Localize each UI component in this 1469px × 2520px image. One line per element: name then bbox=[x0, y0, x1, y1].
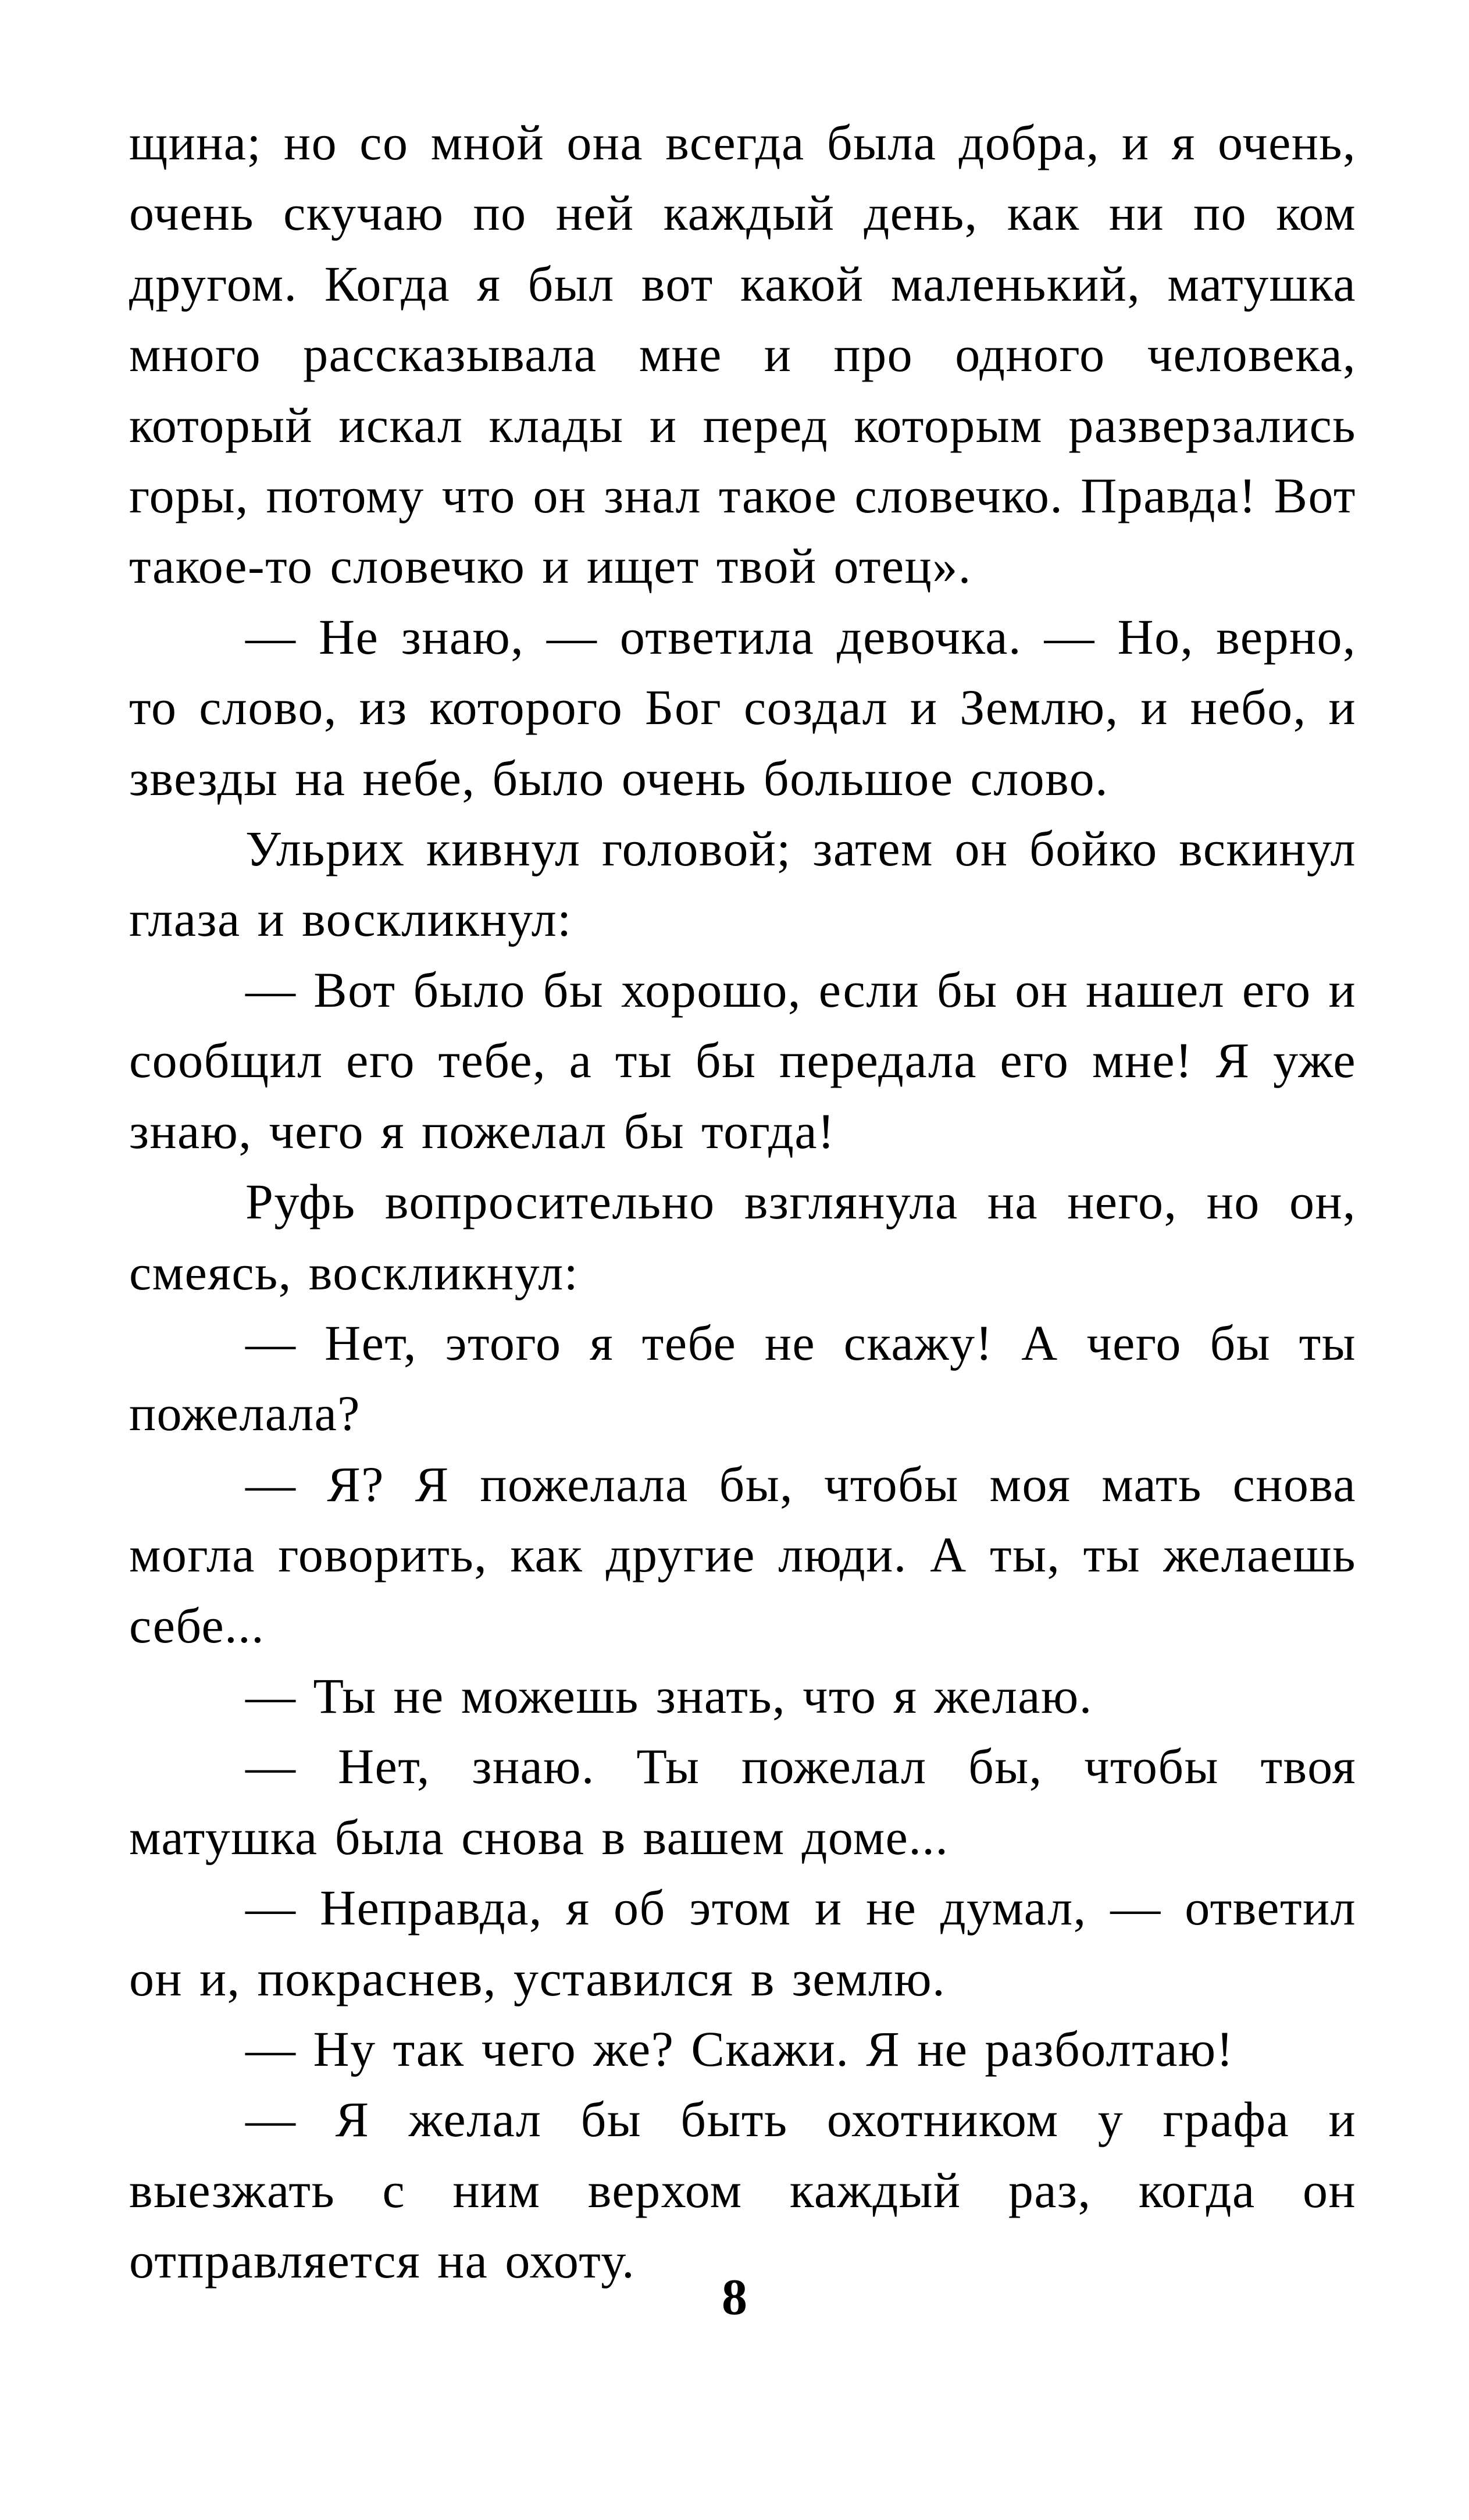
page-number: 8 bbox=[722, 2269, 747, 2326]
paragraph-untrue: — Неправда, я об этом и не думал, — ответил он и, покраснев, уставился в землю. bbox=[129, 1880, 1356, 2006]
paragraph-ruth-look: Руфь вопросительно взглянула на него, но он, смеясь, воскликнул: bbox=[129, 1174, 1356, 1300]
paragraph-hunter-wish: — Я желал бы быть охотником у графа и выезжать с ним верхом каждый раз, когда он отправляется на охоту. bbox=[129, 2091, 1356, 2289]
paragraph-ulrich-nod: Ульрих кивнул головой; затем он бойко вскинул глаза и воскликнул: bbox=[129, 821, 1356, 947]
paragraph-ulrich-wish: — Вот было бы хорошо, если бы он нашел его и сообщил его тебе, а ты бы передала его мне! Я уже знаю, чего я пожелал бы тогда! bbox=[129, 961, 1356, 1159]
paragraph-continuation: щина; но со мной она всегда была добра, и я очень, очень скучаю по ней каждый день, как ни по ком другом. Когда я был вот какой маленький, матушка много рассказывала мне и про одного человека, который искал клады и перед которым разверзались горы, потому что он знал такое словечко. Правда! Вот такое-то словечко и ищет твой отец». bbox=[129, 115, 1356, 594]
paragraph-wont-tell: — Нет, этого я тебе не скажу! А чего бы ты пожелала? bbox=[129, 1314, 1356, 1442]
paragraph-i-know: — Нет, знаю. Ты пожелал бы, чтобы твоя матушка была снова в вашем доме... bbox=[129, 1738, 1356, 1865]
paragraph-tell-me: — Ну так чего же? Скажи. Я не разболтаю! bbox=[245, 2020, 1234, 2077]
paragraph-ruth-wish: — Я? Я пожелала бы, чтобы моя мать снова могла говорить, как другие люди. А ты, ты желаешь себе... bbox=[129, 1456, 1356, 1653]
paragraph-girl-reply: — Не знаю, — ответила девочка. — Но, верно, то слово, из которого Бог создал и Землю, и небо, и звезды на небе, было очень большое слово. bbox=[129, 608, 1356, 806]
paragraph-cannot-know: — Ты не можешь знать, что я желаю. bbox=[245, 1667, 1093, 1724]
body-text bbox=[129, 108, 1356, 2297]
